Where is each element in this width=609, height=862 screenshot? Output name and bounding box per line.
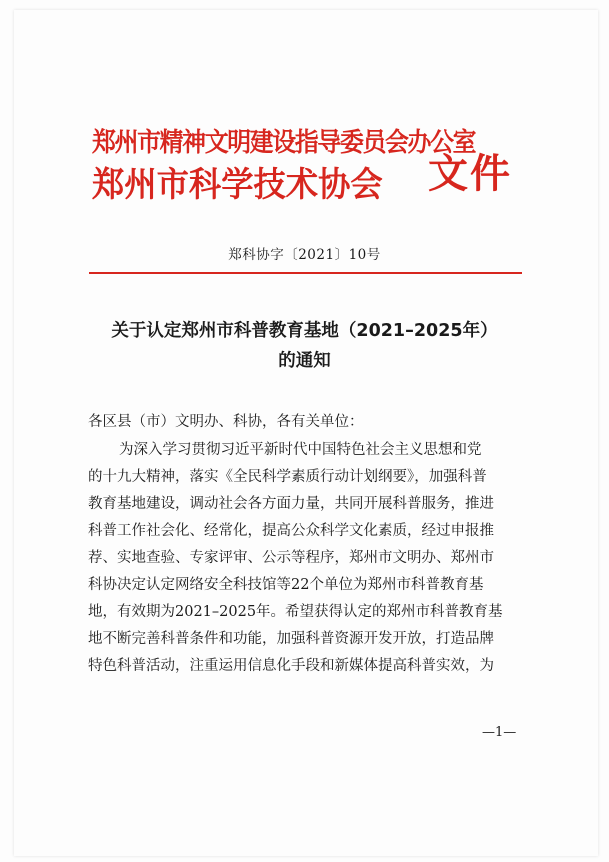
body-text bbox=[88, 437, 528, 680]
title-line-2: 的通知 bbox=[278, 351, 331, 371]
issuer-line-1: 郑州市精神文明建设指导委员会办公室 bbox=[92, 128, 476, 158]
body-line: 科协决定认定网络安全科技馆等22个单位为郑州市科普教育基 bbox=[88, 577, 484, 593]
body-line: 荐、实地查验、专家评审、公示等程序，郑州市文明办、郑州市 bbox=[88, 550, 494, 566]
body-line: 为深入学习贯彻习近平新时代中国特色社会主义思想和党 bbox=[119, 442, 482, 458]
salutation: 各区县（市）文明办、科协，各有关单位： bbox=[88, 414, 364, 430]
body-line: 的十九大精神，落实《全民科学素质行动计划纲要》，加强科普 bbox=[88, 469, 487, 485]
page-number: —1— bbox=[482, 725, 517, 740]
body-line: 地，有效期为2021–2025年。希望获得认定的郑州市科普教育基 bbox=[88, 604, 503, 620]
document-number: 郑科协字〔2021〕10号 bbox=[228, 247, 381, 263]
body-line: 地不断完善科普条件和功能，加强科普资源开发开放，打造品牌 bbox=[88, 631, 494, 647]
document-type-label: 文件 bbox=[428, 150, 512, 197]
body-line: 教育基地建设，调动社会各方面力量，共同开展科普服务，推进 bbox=[88, 496, 494, 512]
issuer-line-2: 郑州市科学技术协会 bbox=[92, 165, 383, 205]
red-divider bbox=[89, 272, 522, 274]
document-title bbox=[0, 316, 609, 376]
body-line: 科普工作社会化、经常化，提高公众科学文化素质，经过申报推 bbox=[88, 523, 494, 539]
title-line-1: 关于认定郑州市科普教育基地（2021–2025年） bbox=[111, 321, 498, 341]
body-line: 特色科普活动，注重运用信息化手段和新媒体提高科普实效，为 bbox=[88, 658, 494, 674]
